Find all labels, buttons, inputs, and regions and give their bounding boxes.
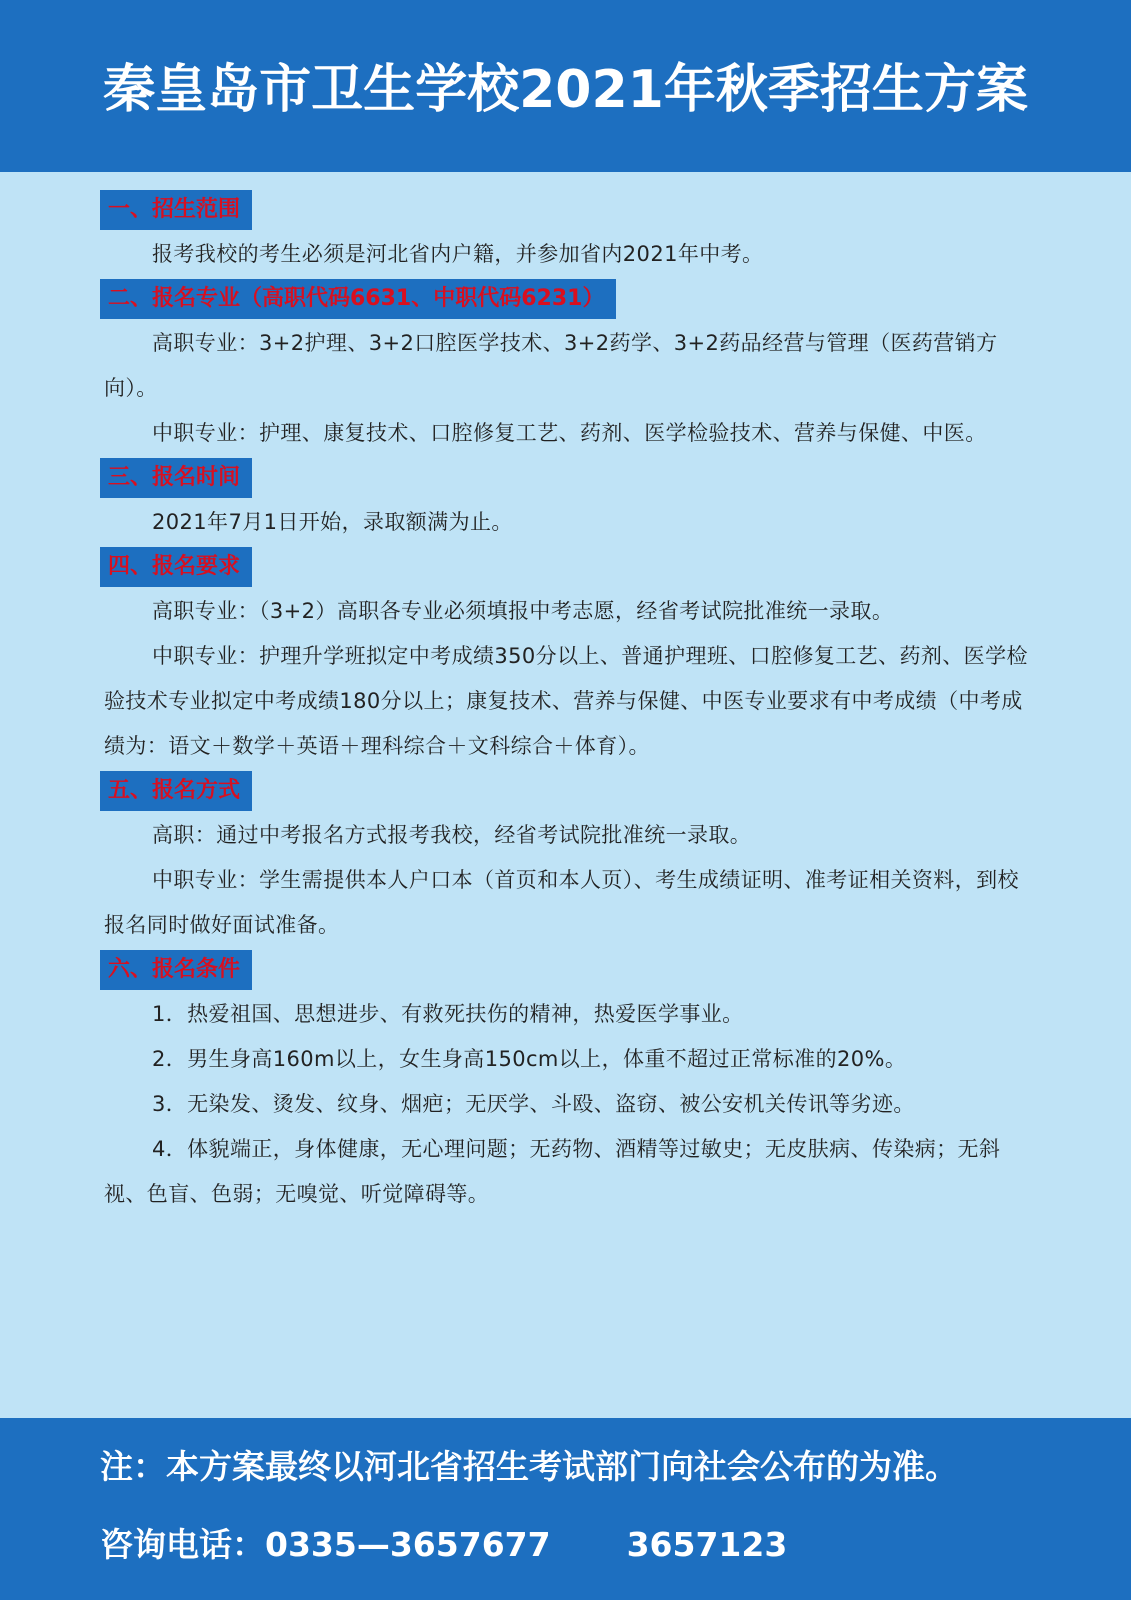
section-paragraph: 1．热爱祖国、思想进步、有救死扶伤的精神，热爱医学事业。 [152,1002,744,1026]
phone-label: 咨询电话： [100,1525,265,1564]
section-paragraph: 中职专业：护理升学班拟定中考成绩350分以上、普通护理班、口腔修复工艺、药剂、医学检验技术专业拟定中考成绩180分以上；康复技术、营养与保健、中医专业要求有中考成绩（中考成绩为：语文＋数学＋英语＋理科综合＋文科综合＋体育）。 [104,644,1028,758]
header-banner [0,0,1131,172]
section-conditions [100,948,1035,1217]
section-method [100,769,1035,948]
section-paragraph: 2．男生身高160m以上，女生身高150cm以上，体重不超过正常标准的20%。 [152,1047,907,1071]
footer-note: 注：本方案最终以河北省招生考试部门向社会公布的为准。 [100,1447,958,1486]
section-heading: 五、报名方式 [100,771,252,811]
section-paragraph: 中职专业：护理、康复技术、口腔修复工艺、药剂、医学检验技术、营养与保健、中医。 [152,421,987,445]
section-time [100,456,1035,545]
contact-phone [100,1520,787,1570]
section-heading: 二、报名专业（高职代码6631、中职代码6231） [100,279,616,319]
section-paragraph: 高职专业：（3+2）高职各专业必须填报中考志愿，经省考试院批准统一录取。 [152,599,894,623]
section-paragraph: 3．无染发、烫发、纹身、烟疤；无厌学、斗殴、盗窃、被公安机关传讯等劣迹。 [152,1092,915,1116]
content-body [100,188,1035,1217]
section-paragraph: 报考我校的考生必须是河北省内户籍，并参加省内2021年中考。 [152,242,764,266]
page-title: 秦皇岛市卫生学校2021年秋季招生方案 [103,60,1028,120]
section-majors [100,277,1035,456]
section-paragraph: 中职专业：学生需提供本人户口本（首页和本人页）、考生成绩证明、准考证相关资料，到校报名同时做好面试准备。 [104,868,1019,937]
section-requirements [100,545,1035,769]
section-heading: 三、报名时间 [100,458,252,498]
section-paragraph: 高职专业：3+2护理、3+2口腔医学技术、3+2药学、3+2药品经营与管理（医药营销方向）。 [104,331,998,400]
section-paragraph: 2021年7月1日开始，录取额满为止。 [152,510,513,534]
section-heading: 一、招生范围 [100,190,252,230]
section-paragraph: 4．体貌端正，身体健康，无心理问题；无药物、酒精等过敏史；无皮肤病、传染病；无斜视、色盲、色弱；无嗅觉、听觉障碍等。 [104,1137,1001,1206]
section-paragraph: 高职：通过中考报名方式报考我校，经省考试院批准统一录取。 [152,823,752,847]
section-heading: 四、报名要求 [100,547,252,587]
section-heading: 六、报名条件 [100,950,252,990]
phone-number-1: 0335—3657677 [265,1525,551,1564]
phone-number-2: 3657123 [626,1525,788,1564]
section-scope [100,188,1035,277]
